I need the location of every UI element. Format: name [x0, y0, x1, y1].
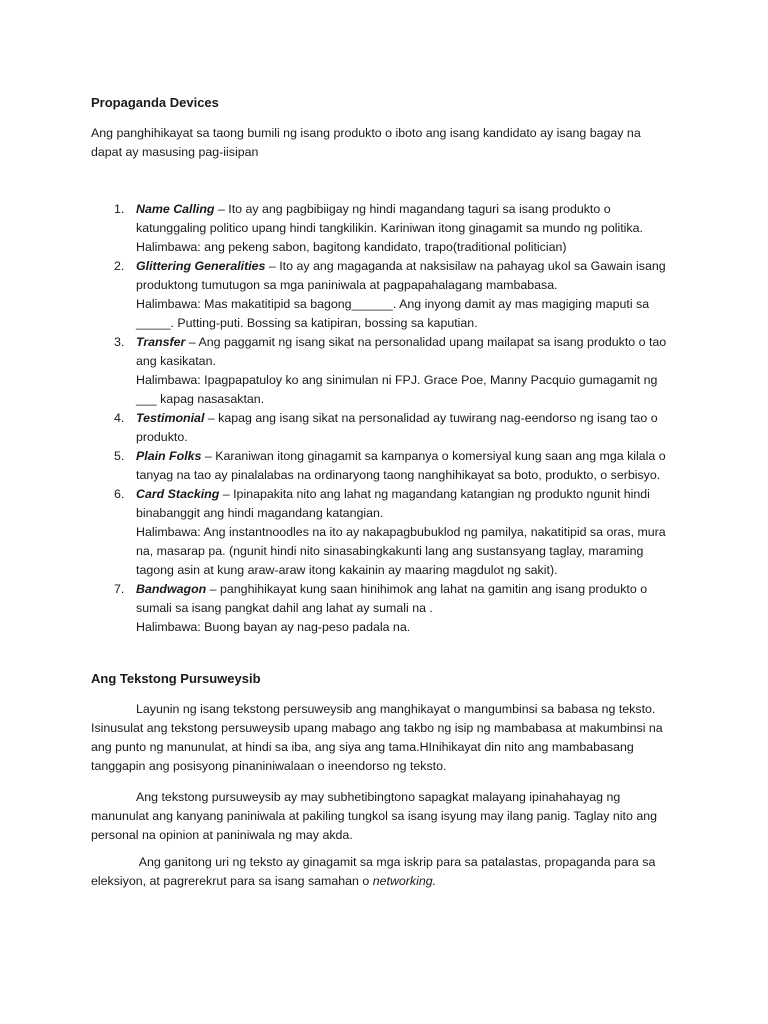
paragraph-text: Layunin ng isang tekstong persuweysib ang manghikayat o mangumbinsi sa babasa ng teksto. Isinusulat ang tekstong persuweysib upang mabago ang takbo ng isip ng mambabasa at makumbinsi na ang punto ng manunulat, at hindi sa iba, ang siya ang tama.HInihikayat din nito ang mambabasang tanggapin ang posisyong pinaniniwalaan o ineendorso ng teksto. [91, 702, 663, 773]
intro-paragraph: Ang panghihikayat sa taong bumili ng isang produkto o iboto ang isang kandidato ay isang bagay na dapat ay masusing pag-iisipan [91, 126, 641, 159]
device-example: Halimbawa: Mas makatitipid sa bagong______. Ang inyong damit ay mas magiging maputi sa _____. Putting-puti. Bossing sa katipiran, bossing sa kaputian. [136, 297, 650, 330]
device-description: kapag ang isang sikat na personalidad ay tuwirang nag-eendorso ng isang tao o produkto. [136, 411, 658, 444]
device-term: Name Calling [136, 202, 215, 216]
paragraph-text: Ang tekstong pursuweysib ay may subhetibingtono sapagkat malayang ipinahahayag ng manunulat ang kanyang paniniwala at pakiling tungkol sa isang isyung may ilang panig. Taglay nito ang personal na opinion at paniniwala ng may akda. [91, 790, 657, 842]
device-example: Halimbawa: Ang instantnoodles na ito ay nakapagbubuklod ng pamilya, nakatitipid sa oras, mura na, masarap pa. (ngunit hindi nito sinasabingkakunti lang ang sustansyang taglay, maraming tagong asin at kung araw-araw itong kakainin ay maaring magdulot ng sakit). [136, 525, 666, 577]
device-description: panghihikayat kung saan hinihimok ang lahat na gamitin ang isang produkto o sumali sa isang pangkat dahil ang lahat ay sumali na . [136, 582, 648, 615]
term-separator: – [265, 259, 280, 273]
list-item [91, 409, 676, 447]
body-paragraph [91, 788, 681, 845]
section-title-tekstong-pursuweysib: Ang Tekstong Pursuweysib [91, 671, 261, 686]
list-item [91, 447, 676, 485]
list-item [91, 485, 676, 580]
device-term: Bandwagon [136, 582, 207, 596]
list-number: 3. [114, 335, 125, 349]
term-separator: – [201, 449, 216, 463]
term-separator: – [204, 411, 219, 425]
list-item [91, 580, 676, 637]
term-separator: – [206, 582, 220, 596]
device-term: Testimonial [136, 411, 205, 425]
propaganda-devices-list [91, 200, 676, 637]
term-separator: – [219, 487, 234, 501]
device-example: Halimbawa: Buong bayan ay nag-peso padala na. [136, 620, 411, 634]
list-number: 2. [114, 259, 125, 273]
list-number: 7. [114, 582, 125, 596]
device-description: Ang paggamit ng isang sikat na personalidad upang mailapat sa isang produkto o tao ang kasikatan. [136, 335, 667, 368]
device-description: Ito ay ang magaganda at naksisilaw na pahayag ukol sa Gawain isang produktong tumutugon sa mga paniniwala at pagpapahalagang mambabasa. [136, 259, 666, 292]
paragraph-text: Ang ganitong uri ng teksto ay ginagamit sa mga iskrip para sa patalastas, propaganda para sa eleksiyon, at pagrerekrut para sa isang samahan o [91, 855, 656, 888]
device-description: Ipinapakita nito ang lahat ng magandang katangian ng produkto ngunit hindi binabanggit ang hindi magandang katangian. [136, 487, 650, 520]
list-number: 5. [114, 449, 125, 463]
section-title-propaganda-devices: Propaganda Devices [91, 95, 219, 110]
device-term: Glittering Generalities [136, 259, 266, 273]
device-term: Card Stacking [136, 487, 220, 501]
emphasized-word: networking. [372, 874, 437, 888]
device-description: Karaniwan itong ginagamit sa kampanya o komersiyal kung saan ang mga kilala o tanyag na tao ay pinalalabas na ordinaryong taong nanghihikayat sa boto, produkto, o serbisyo. [136, 449, 666, 482]
device-term: Transfer [136, 335, 186, 349]
list-item [91, 257, 676, 333]
device-example: Halimbawa: Ipagpapatuloy ko ang sinimulan ni FPJ. Grace Poe, Manny Pacquio gumagamit ng ___ kapag nasasaktan. [136, 373, 658, 406]
list-number: 6. [114, 487, 125, 501]
body-paragraph [91, 853, 681, 891]
list-item [91, 333, 676, 409]
list-number: 1. [114, 202, 125, 216]
list-item [91, 200, 676, 257]
list-number: 4. [114, 411, 125, 425]
device-description: Ito ay ang pagbibiigay ng hindi magandang taguri sa isang produkto o katunggaling politico upang hindi tangkilikin. Kariniwan itong ginagamit sa mundo ng politika. [136, 202, 643, 235]
device-term: Plain Folks [136, 449, 202, 463]
term-separator: – [214, 202, 229, 216]
device-example: Halimbawa: ang pekeng sabon, bagitong kandidato, trapo(traditional politician) [136, 240, 567, 254]
body-paragraph [91, 700, 681, 776]
term-separator: – [185, 335, 199, 349]
